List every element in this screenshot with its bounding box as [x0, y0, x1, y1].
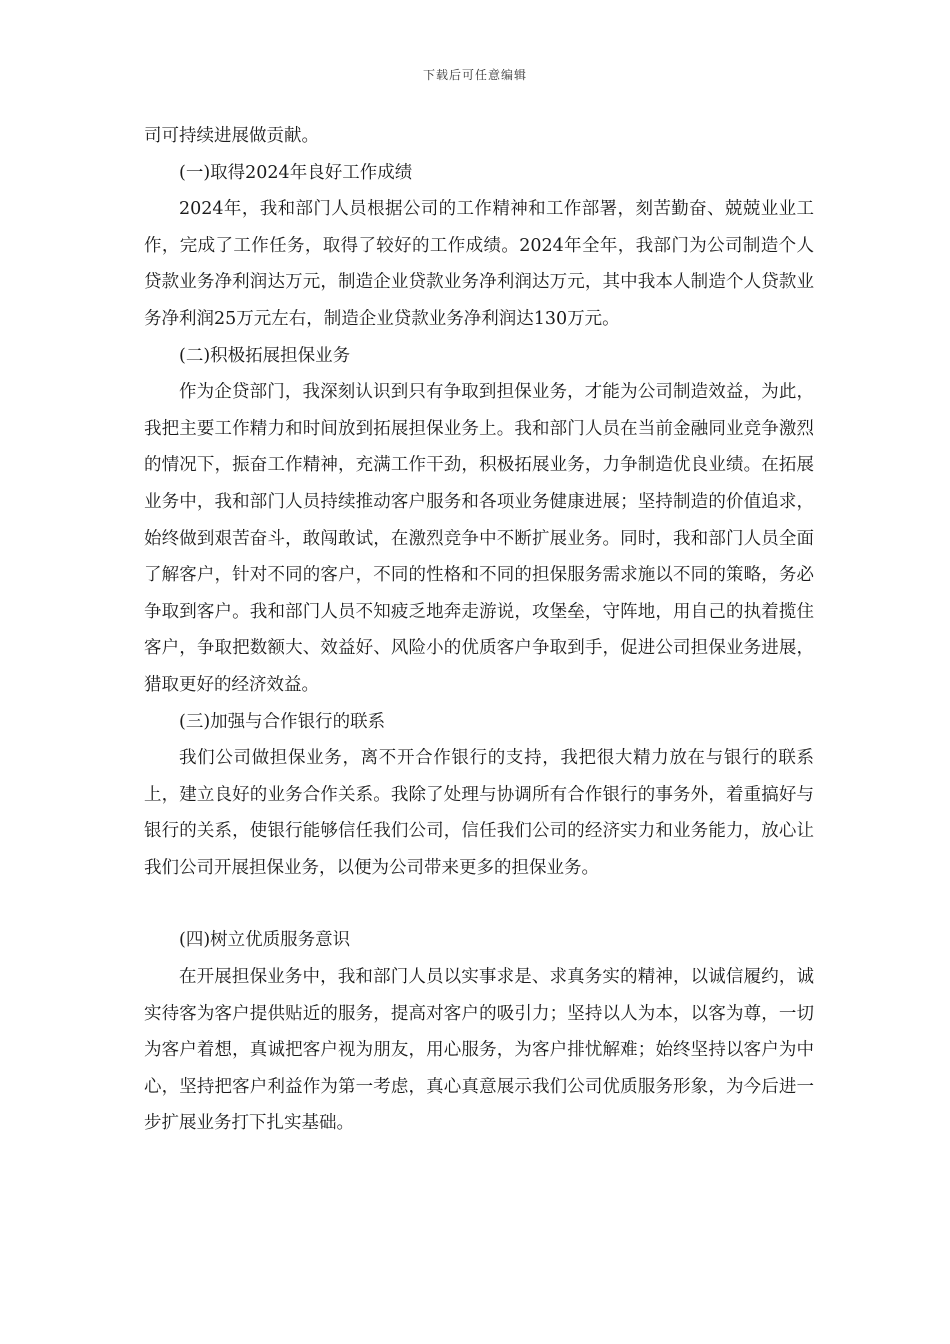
- paragraph-2: 作为企贷部门，我深刻认识到只有争取到担保业务，才能为公司制造效益，为此，我把主要工作精力和时间放到拓展担保业务上。我和部门人员在当前金融同业竞争激烈的情况下，振奋工作精神，充满工作干劲，积极拓展业务，力争制造优良业绩。在拓展业务中，我和部门人员持续推动客户服务和各项业务健康进展；坚持制造的价值追求，始终做到艰苦奋斗，敢闯敢试，在激烈竞争中不断扩展业务。同时，我和部门人员全面了解客户，针对不同的客户，不同的性格和不同的担保服务需求施以不同的策略，务必争取到客户。我和部门人员不知疲乏地奔走游说，攻堡垒，守阵地，用自己的执着揽住客户，争取把数额大、效益好、风险小的优质客户争取到手，促进公司担保业务进展，猎取更好的经济效益。: [144, 382, 814, 695]
- paragraph-1: 2024年，我和部门人员根据公司的工作精神和工作部署，刻苦勤奋、兢兢业业工作，完成了工作任务，取得了较好的工作成绩。2024年全年，我部门为公司制造个人贷款业务净利润达万元，制造企业贷款业务净利润达万元，其中我本人制造个人贷款业务净利润25万元左右，制造企业贷款业务净利润达130万元。: [144, 199, 814, 329]
- section-heading-1: (一)取得2024年良好工作成绩: [179, 162, 413, 183]
- section-heading-2: (二)积极拓展担保业务: [179, 345, 351, 366]
- paragraph-continuation: 司可持续进展做贡献。: [144, 126, 319, 146]
- paragraph-3: 我们公司做担保业务，离不开合作银行的支持，我把很大精力放在与银行的联系上，建立良好的业务合作关系。我除了处理与协调所有合作银行的事务外，着重搞好与银行的关系，使银行能够信任我们公司，信任我们公司的经济实力和业务能力，放心让我们公司开展担保业务，以便为公司带来更多的担保业务。: [144, 748, 814, 878]
- section-heading-4: (四)树立优质服务意识: [179, 930, 351, 951]
- document-body: [144, 118, 814, 1142]
- page-header: 下载后可任意编辑: [422, 68, 527, 82]
- section-heading-3: (三)加强与合作银行的联系: [179, 711, 386, 732]
- paragraph-spacer: [144, 886, 814, 922]
- paragraph-4: 在开展担保业务中，我和部门人员以实事求是、求真务实的精神，以诚信履约，诚实待客为客户提供贴近的服务，提高对客户的吸引力；坚持以人为本，以客为尊，一切为客户着想，真诚把客户视为朋友，用心服务，为客户排忧解难；始终坚持以客户为中心，坚持把客户利益作为第一考虑，真心真意展示我们公司优质服务形象，为今后进一步扩展业务打下扎实基础。: [144, 967, 814, 1134]
